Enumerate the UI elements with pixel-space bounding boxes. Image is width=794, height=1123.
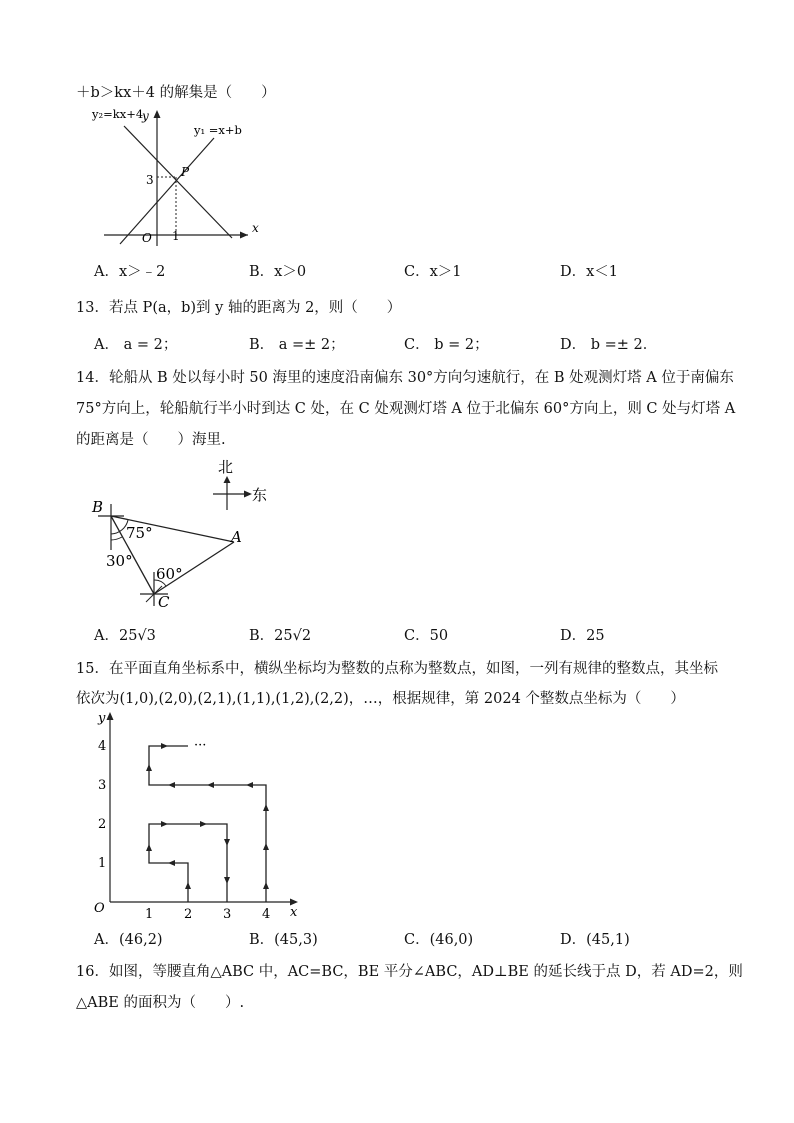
q15-option-a[interactable]: A．(46,2) xyxy=(94,932,163,948)
q15-option-c[interactable]: C．(46,0) xyxy=(404,932,474,948)
q15-stem-line-2: 依次为(1,0),(2,0),(2,1),(1,1),(1,2),(2,2)，…，根据规律，第 2024 个整数点坐标为（ ） xyxy=(76,691,685,707)
origin-label: O xyxy=(94,901,105,916)
q15-figure xyxy=(90,708,310,920)
q13-option-c[interactable]: C． b = 2； xyxy=(404,337,489,353)
y-tick-3: 3 xyxy=(98,778,107,793)
q14-option-d[interactable]: D．25 xyxy=(560,628,605,644)
q14-figure xyxy=(88,454,278,614)
x-tick-2: 2 xyxy=(184,907,193,920)
q15-option-b[interactable]: B．(45,3) xyxy=(249,932,318,948)
y-axis-label: y xyxy=(98,711,106,726)
q12-stem: ＋b＞kx＋4 的解集是（ ） xyxy=(76,85,276,101)
ellipsis: ··· xyxy=(194,738,207,753)
x-axis-label: x xyxy=(252,221,259,235)
x-tick-1: 1 xyxy=(145,907,154,920)
y-tick-2: 2 xyxy=(98,817,107,832)
tick-x-1: 1 xyxy=(172,229,180,243)
point-b-label: B xyxy=(92,498,104,516)
angle-75-label: 75° xyxy=(126,524,153,542)
x-axis-label: x xyxy=(290,905,298,920)
y1-label: y₁ =x+b xyxy=(194,123,242,137)
q13-stem: 13．若点 P(a，b)到 y 轴的距离为 2，则（ ） xyxy=(76,300,402,316)
angle-30-label: 30° xyxy=(106,552,133,570)
q14-option-a[interactable]: A．25√3 xyxy=(94,628,156,644)
q12-option-d[interactable]: D．x＜1 xyxy=(560,264,619,280)
q13-option-a[interactable]: A． a = 2； xyxy=(94,337,178,353)
q13-option-b[interactable]: B． a =± 2； xyxy=(249,337,345,353)
y2-label: y₂=kx+4 xyxy=(92,107,144,121)
q12-option-a[interactable]: A．x＞﹣2 xyxy=(94,264,166,280)
q12-option-b[interactable]: B．x＞0 xyxy=(249,264,307,280)
origin-label: O xyxy=(142,231,152,245)
q15-stem-line-1: 15．在平面直角坐标系中，横纵坐标均为整数的点称为整数点，如图，一列有规律的整数点，其坐标 xyxy=(76,661,718,677)
y-axis-label: y xyxy=(142,109,149,123)
q14-option-b[interactable]: B．25√2 xyxy=(249,628,312,644)
angle-60-label: 60° xyxy=(156,565,183,583)
point-c-label: C xyxy=(158,593,170,611)
q14-option-c[interactable]: C．50 xyxy=(404,628,449,644)
q13-option-d[interactable]: D． b =± 2． xyxy=(560,337,658,353)
q14-stem-line-2: 75°方向上，轮船航行半小时到达 C 处，在 C 处观测灯塔 A 位于北偏东 60°方向上，则 C 处与灯塔 A xyxy=(76,401,736,417)
q16-stem-line-1: 16．如图，等腰直角△ABC 中，AC=BC，BE 平分∠ABC，AD⊥BE 的延长线于点 D，若 AD=2，则 xyxy=(76,964,743,980)
tick-y-3: 3 xyxy=(146,173,154,187)
q12-figure xyxy=(90,104,280,250)
north-label: 北 xyxy=(218,458,234,476)
q16-stem-line-2: △ABE 的面积为（ ）. xyxy=(76,995,245,1011)
x-tick-3: 3 xyxy=(223,907,232,920)
east-label: 东 xyxy=(252,486,268,504)
q12-option-c[interactable]: C．x＞1 xyxy=(404,264,462,280)
y-tick-4: 4 xyxy=(98,739,107,754)
q15-option-d[interactable]: D．(45,1) xyxy=(560,932,630,948)
q14-stem-line-1: 14．轮船从 B 处以每小时 50 海里的速度沿南偏东 30°方向匀速航行，在 B 处观测灯塔 A 位于南偏东 xyxy=(76,370,734,386)
x-tick-4: 4 xyxy=(262,907,271,920)
point-a-label: A xyxy=(231,528,242,546)
y-tick-1: 1 xyxy=(98,856,107,871)
q14-stem-line-3: 的距离是（ ）海里. xyxy=(76,432,226,448)
point-p-label: P xyxy=(181,165,190,179)
